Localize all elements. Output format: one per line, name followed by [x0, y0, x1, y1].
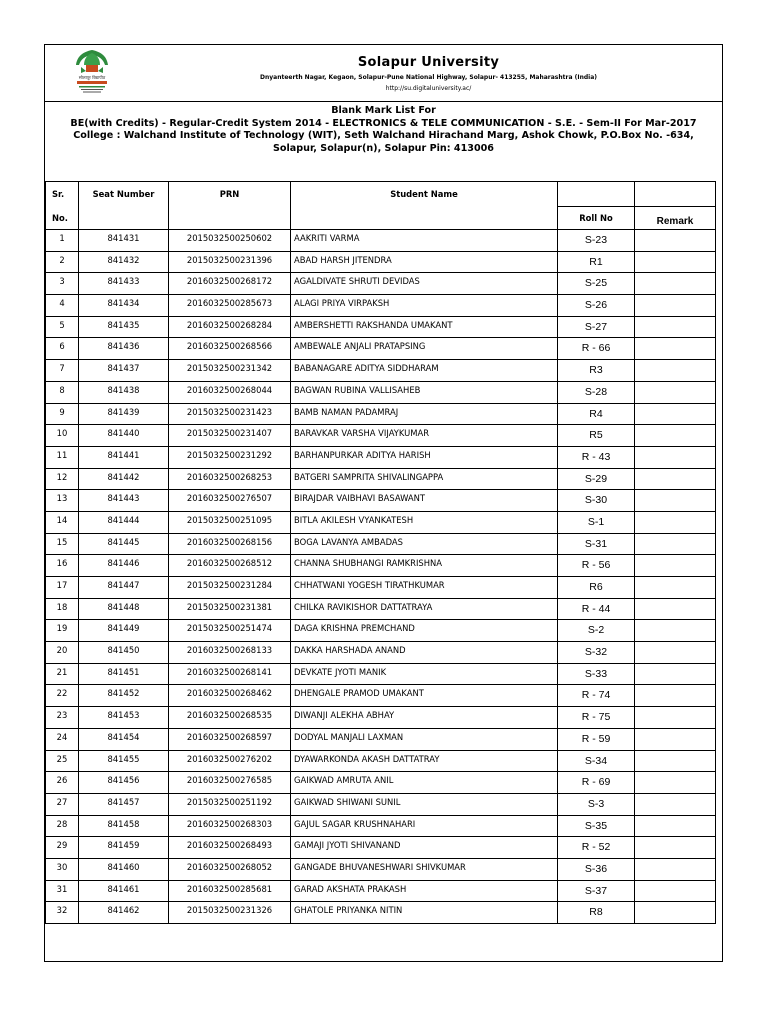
table-row: [46, 837, 716, 859]
remark-cell[interactable]: [635, 837, 716, 859]
remark-cell[interactable]: [635, 620, 716, 642]
roll-number-cell: R - 66: [558, 338, 635, 360]
col-roll-header-top: [558, 182, 635, 207]
seat-number-cell: 841456: [79, 772, 169, 794]
sr-cell: 29: [46, 837, 79, 859]
prn-cell: 2015032500250602: [169, 230, 291, 252]
col-prn-header: PRN: [169, 182, 291, 207]
remark-cell[interactable]: [635, 425, 716, 447]
roll-number-cell: S-27: [558, 316, 635, 338]
seat-number-cell: 841438: [79, 381, 169, 403]
prn-cell: 2016032500268133: [169, 642, 291, 664]
roll-number-cell: S-2: [558, 620, 635, 642]
roll-number-cell: S-32: [558, 642, 635, 664]
prn-cell: 2016032500268535: [169, 707, 291, 729]
roll-number-cell: S-25: [558, 273, 635, 295]
student-name-cell: DAKKA HARSHADA ANAND: [291, 642, 558, 664]
student-name-cell: DYAWARKONDA AKASH DATTATRAY: [291, 750, 558, 772]
prn-cell: 2016032500268044: [169, 381, 291, 403]
student-name-cell: BOGA LAVANYA AMBADAS: [291, 533, 558, 555]
table-row: [46, 446, 716, 468]
table-row: [46, 403, 716, 425]
roll-number-cell: R1: [558, 251, 635, 273]
table-row: [46, 793, 716, 815]
table-row: [46, 316, 716, 338]
roll-number-cell: S-28: [558, 381, 635, 403]
remark-cell[interactable]: [635, 511, 716, 533]
table-row: [46, 880, 716, 902]
prn-cell: 2016032500268284: [169, 316, 291, 338]
sr-cell: 28: [46, 815, 79, 837]
seat-number-cell: 841436: [79, 338, 169, 360]
university-logo: [67, 47, 117, 97]
roll-number-cell: R6: [558, 577, 635, 599]
remark-cell[interactable]: [635, 403, 716, 425]
sr-cell: 6: [46, 338, 79, 360]
roll-number-cell: S-33: [558, 663, 635, 685]
seat-number-cell: 841435: [79, 316, 169, 338]
prn-cell: 2015032500231342: [169, 360, 291, 382]
remark-cell[interactable]: [635, 858, 716, 880]
prn-cell: 2016032500268493: [169, 837, 291, 859]
student-name-cell: BABANAGARE ADITYA SIDDHARAM: [291, 360, 558, 382]
prn-cell: 2016032500268597: [169, 728, 291, 750]
sr-cell: 8: [46, 381, 79, 403]
remark-cell[interactable]: [635, 707, 716, 729]
prn-cell: 2016032500268512: [169, 555, 291, 577]
remark-cell[interactable]: [635, 750, 716, 772]
prn-cell: 2016032500268141: [169, 663, 291, 685]
col-seat-header: Seat Number: [79, 182, 169, 207]
university-address: Dnyanteerth Nagar, Kegaon, Solapur-Pune National Highway, Solapur- 413255, Maharashtra (India): [260, 74, 597, 81]
sr-cell: 30: [46, 858, 79, 880]
roll-number-cell: S-29: [558, 468, 635, 490]
prn-cell: 2015032500231396: [169, 251, 291, 273]
seat-number-cell: 841444: [79, 511, 169, 533]
svg-text:सोलापूर विद्यापीठ: सोलापूर विद्यापीठ: [78, 75, 106, 80]
table-row: [46, 685, 716, 707]
sr-cell: 15: [46, 533, 79, 555]
prn-cell: 2016032500268303: [169, 815, 291, 837]
prn-cell: 2015032500231292: [169, 446, 291, 468]
seat-number-cell: 841451: [79, 663, 169, 685]
student-name-cell: DAGA KRISHNA PREMCHAND: [291, 620, 558, 642]
table-row: [46, 533, 716, 555]
sr-cell: 14: [46, 511, 79, 533]
student-name-cell: DEVKATE JYOTI MANIK: [291, 663, 558, 685]
roll-number-cell: S-3: [558, 793, 635, 815]
remark-cell[interactable]: [635, 533, 716, 555]
roll-number-cell: S-23: [558, 230, 635, 252]
remark-cell[interactable]: [635, 251, 716, 273]
prn-cell: 2016032500268566: [169, 338, 291, 360]
sr-cell: 23: [46, 707, 79, 729]
sr-cell: 1: [46, 230, 79, 252]
roll-number-cell: R3: [558, 360, 635, 382]
remark-cell[interactable]: [635, 880, 716, 902]
roll-number-cell: S-30: [558, 490, 635, 512]
remark-cell[interactable]: [635, 663, 716, 685]
prn-cell: 2016032500268253: [169, 468, 291, 490]
roll-number-cell: S-35: [558, 815, 635, 837]
prn-cell: 2015032500251192: [169, 793, 291, 815]
roll-number-cell: R - 44: [558, 598, 635, 620]
roll-number-cell: S-36: [558, 858, 635, 880]
col-seat-header-cont: [79, 207, 169, 230]
student-name-cell: GARAD AKSHATA PRAKASH: [291, 880, 558, 902]
prn-cell: 2015032500231284: [169, 577, 291, 599]
table-row: [46, 815, 716, 837]
seat-number-cell: 841446: [79, 555, 169, 577]
sr-cell: 24: [46, 728, 79, 750]
col-sr-header: Sr.: [46, 182, 79, 207]
seat-number-cell: 841458: [79, 815, 169, 837]
sr-cell: 9: [46, 403, 79, 425]
remark-cell[interactable]: [635, 772, 716, 794]
col-remark-header: Remark: [635, 207, 716, 230]
seat-number-cell: 841445: [79, 533, 169, 555]
table-row: [46, 425, 716, 447]
remark-cell[interactable]: [635, 815, 716, 837]
remark-cell[interactable]: [635, 577, 716, 599]
sr-cell: 11: [46, 446, 79, 468]
remark-cell[interactable]: [635, 446, 716, 468]
student-name-cell: DODYAL MANJALI LAXMAN: [291, 728, 558, 750]
table-row: [46, 251, 716, 273]
table-row: [46, 338, 716, 360]
col-name-header-cont: [291, 207, 558, 230]
seat-number-cell: 841459: [79, 837, 169, 859]
remark-cell[interactable]: [635, 338, 716, 360]
student-name-cell: ABAD HARSH JITENDRA: [291, 251, 558, 273]
table-row: [46, 642, 716, 664]
remark-cell[interactable]: [635, 273, 716, 295]
prn-cell: 2016032500268462: [169, 685, 291, 707]
sr-cell: 5: [46, 316, 79, 338]
student-name-cell: DHENGALE PRAMOD UMAKANT: [291, 685, 558, 707]
seat-number-cell: 841447: [79, 577, 169, 599]
sr-cell: 3: [46, 273, 79, 295]
table-row: [46, 902, 716, 924]
prn-cell: 2015032500231326: [169, 902, 291, 924]
student-rows: [46, 230, 716, 924]
university-header: [45, 45, 722, 102]
sr-cell: 26: [46, 772, 79, 794]
sr-cell: 25: [46, 750, 79, 772]
seat-number-cell: 841452: [79, 685, 169, 707]
col-sr-header-no: No.: [46, 207, 79, 230]
student-name-cell: AMBERSHETTI RAKSHANDA UMAKANT: [291, 316, 558, 338]
prn-cell: 2015032500231381: [169, 598, 291, 620]
seat-number-cell: 841455: [79, 750, 169, 772]
roll-number-cell: R - 52: [558, 837, 635, 859]
prn-cell: 2016032500285673: [169, 295, 291, 317]
roll-number-cell: S-37: [558, 880, 635, 902]
student-name-cell: CHHATWANI YOGESH TIRATHKUMAR: [291, 577, 558, 599]
seat-number-cell: 841462: [79, 902, 169, 924]
table-row: [46, 772, 716, 794]
prn-cell: 2016032500268052: [169, 858, 291, 880]
student-name-cell: GAMAJI JYOTI SHIVANAND: [291, 837, 558, 859]
student-name-cell: GHATOLE PRIYANKA NITIN: [291, 902, 558, 924]
sr-cell: 20: [46, 642, 79, 664]
sr-cell: 12: [46, 468, 79, 490]
sr-cell: 13: [46, 490, 79, 512]
sr-cell: 19: [46, 620, 79, 642]
seat-number-cell: 841433: [79, 273, 169, 295]
roll-number-cell: R - 59: [558, 728, 635, 750]
remark-cell[interactable]: [635, 642, 716, 664]
table-row: [46, 273, 716, 295]
list-titles: [45, 102, 722, 180]
student-name-cell: AGALDIVATE SHRUTI DEVIDAS: [291, 273, 558, 295]
student-name-cell: GAJUL SAGAR KRUSHNAHARI: [291, 815, 558, 837]
col-prn-header-cont: [169, 207, 291, 230]
seat-number-cell: 841441: [79, 446, 169, 468]
table-row: [46, 707, 716, 729]
remark-cell[interactable]: [635, 902, 716, 924]
seat-number-cell: 841442: [79, 468, 169, 490]
table-row: [46, 468, 716, 490]
prn-cell: 2016032500285681: [169, 880, 291, 902]
course-line: BE(with Credits) - Regular-Credit System 2014 - ELECTRONICS & TELE COMMUNICATION - S.E. - Sem-II For Mar-2017: [70, 117, 697, 129]
table-row: [46, 360, 716, 382]
prn-cell: 2015032500251474: [169, 620, 291, 642]
sr-cell: 16: [46, 555, 79, 577]
roll-number-cell: R - 75: [558, 707, 635, 729]
mark-list-table: [45, 181, 716, 924]
sr-cell: 10: [46, 425, 79, 447]
remark-cell[interactable]: [635, 490, 716, 512]
sr-cell: 18: [46, 598, 79, 620]
student-name-cell: AAKRITI VARMA: [291, 230, 558, 252]
prn-cell: 2016032500276585: [169, 772, 291, 794]
remark-cell[interactable]: [635, 230, 716, 252]
sr-cell: 31: [46, 880, 79, 902]
seat-number-cell: 841457: [79, 793, 169, 815]
student-name-cell: BAGWAN RUBINA VALLISAHEB: [291, 381, 558, 403]
table-row: [46, 728, 716, 750]
table-row: [46, 663, 716, 685]
seat-number-cell: 841431: [79, 230, 169, 252]
sr-cell: 22: [46, 685, 79, 707]
remark-cell[interactable]: [635, 685, 716, 707]
roll-number-cell: R - 43: [558, 446, 635, 468]
roll-number-cell: R8: [558, 902, 635, 924]
student-name-cell: GANGADE BHUVANESHWARI SHIVKUMAR: [291, 858, 558, 880]
student-name-cell: CHILKA RAVIKISHOR DATTATRAYA: [291, 598, 558, 620]
sr-cell: 32: [46, 902, 79, 924]
prn-cell: 2015032500231423: [169, 403, 291, 425]
student-name-cell: BIRAJDAR VAIBHAVI BASAWANT: [291, 490, 558, 512]
roll-number-cell: S-34: [558, 750, 635, 772]
remark-cell[interactable]: [635, 728, 716, 750]
remark-cell[interactable]: [635, 598, 716, 620]
seat-number-cell: 841443: [79, 490, 169, 512]
remark-cell[interactable]: [635, 316, 716, 338]
student-name-cell: GAIKWAD SHIWANI SUNIL: [291, 793, 558, 815]
student-name-cell: BARHANPURKAR ADITYA HARISH: [291, 446, 558, 468]
table-row: [46, 295, 716, 317]
col-remark-header-top: [635, 182, 716, 207]
roll-number-cell: R - 74: [558, 685, 635, 707]
prn-cell: 2015032500231407: [169, 425, 291, 447]
seat-number-cell: 841461: [79, 880, 169, 902]
prn-cell: 2016032500276202: [169, 750, 291, 772]
student-name-cell: DIWANJI ALEKHA ABHAY: [291, 707, 558, 729]
table-row: [46, 858, 716, 880]
remark-cell[interactable]: [635, 381, 716, 403]
table-row: [46, 555, 716, 577]
roll-number-cell: R4: [558, 403, 635, 425]
seat-number-cell: 841432: [79, 251, 169, 273]
seat-number-cell: 841439: [79, 403, 169, 425]
table-row: [46, 490, 716, 512]
student-name-cell: CHANNA SHUBHANGI RAMKRISHNA: [291, 555, 558, 577]
student-name-cell: ALAGI PRIYA VIRPAKSH: [291, 295, 558, 317]
prn-cell: 2015032500251095: [169, 511, 291, 533]
sr-cell: 2: [46, 251, 79, 273]
prn-cell: 2016032500276507: [169, 490, 291, 512]
student-name-cell: BARAVKAR VARSHA VIJAYKUMAR: [291, 425, 558, 447]
remark-cell[interactable]: [635, 360, 716, 382]
seat-number-cell: 841450: [79, 642, 169, 664]
student-name-cell: BAMB NAMAN PADAMRAJ: [291, 403, 558, 425]
col-name-header: Student Name: [291, 182, 558, 207]
prn-cell: 2016032500268172: [169, 273, 291, 295]
seat-number-cell: 841448: [79, 598, 169, 620]
university-name: Solapur University: [357, 55, 500, 70]
roll-number-cell: R - 69: [558, 772, 635, 794]
remark-cell[interactable]: [635, 468, 716, 490]
roll-number-cell: S-26: [558, 295, 635, 317]
roll-number-cell: S-1: [558, 511, 635, 533]
remark-cell[interactable]: [635, 793, 716, 815]
roll-number-cell: R5: [558, 425, 635, 447]
sr-cell: 27: [46, 793, 79, 815]
roll-number-cell: R - 56: [558, 555, 635, 577]
seat-number-cell: 841440: [79, 425, 169, 447]
remark-cell[interactable]: [635, 295, 716, 317]
student-name-cell: AMBEWALE ANJALI PRATAPSING: [291, 338, 558, 360]
seat-number-cell: 841434: [79, 295, 169, 317]
prn-cell: 2016032500268156: [169, 533, 291, 555]
student-name-cell: BITLA AKILESH VYANKATESH: [291, 511, 558, 533]
table-row: [46, 381, 716, 403]
seat-number-cell: 841437: [79, 360, 169, 382]
mark-list-sheet: [44, 44, 723, 962]
university-url[interactable]: http://su.digitaluniversity.ac/: [385, 85, 472, 92]
col-roll-header: Roll No: [558, 207, 635, 230]
seat-number-cell: 841449: [79, 620, 169, 642]
student-name-cell: BATGERI SAMPRITA SHIVALINGAPPA: [291, 468, 558, 490]
table-row: [46, 620, 716, 642]
seat-number-cell: 841454: [79, 728, 169, 750]
student-name-cell: GAIKWAD AMRUTA ANIL: [291, 772, 558, 794]
seat-number-cell: 841453: [79, 707, 169, 729]
sr-cell: 4: [46, 295, 79, 317]
sr-cell: 7: [46, 360, 79, 382]
table-row: [46, 750, 716, 772]
remark-cell[interactable]: [635, 555, 716, 577]
sr-cell: 17: [46, 577, 79, 599]
seat-number-cell: 841460: [79, 858, 169, 880]
roll-number-cell: S-31: [558, 533, 635, 555]
table-row: [46, 598, 716, 620]
sr-cell: 21: [46, 663, 79, 685]
table-row: [46, 230, 716, 252]
table-row: [46, 577, 716, 599]
list-title: Blank Mark List For: [331, 105, 436, 116]
table-row: [46, 511, 716, 533]
college-line: College : Walchand Institute of Technology (WIT), Seth Walchand Hirachand Marg, Ashok Chowk, P.O.Box No. -634, Solapur, Solapur(n), Solapur Pin: 413006: [73, 130, 694, 154]
